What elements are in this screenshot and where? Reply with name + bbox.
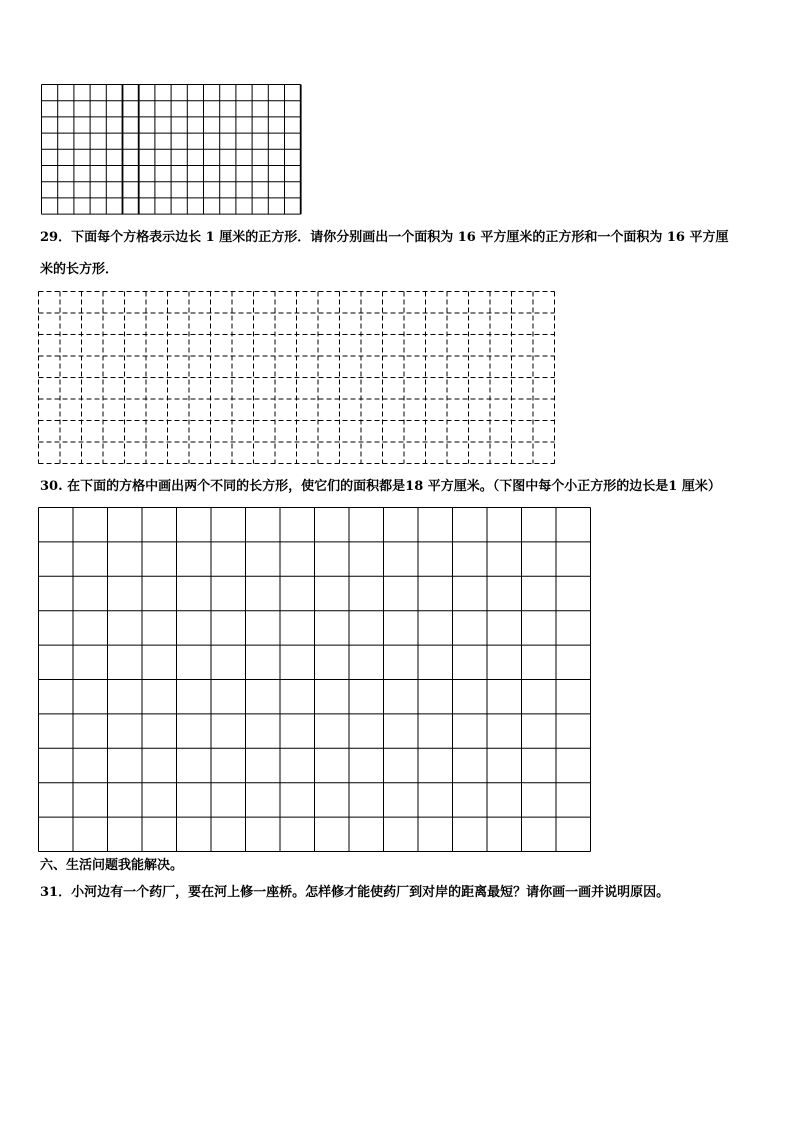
grid-question-29: [38, 291, 558, 465]
grid-question-30: [38, 507, 592, 853]
question-30-text: 30. 在下面的方格中画出两个不同的长方形，使它们的面积都是18 平方厘米。（下图中每个小正方形的边长是1 厘米）: [40, 479, 721, 494]
section-6-heading: 六、生活问题我能解决。: [40, 858, 184, 873]
question-29-text-line1: 29．下面每个方格表示边长 1 厘米的正方形．请你分别画出一个面积为 16 平方厘米的正方形和一个面积为 16 平方厘: [40, 230, 729, 245]
question-29-text-line2: 米的长方形．: [40, 262, 119, 277]
question-31-text: 31．小河边有一个药厂，要在河上修一座桥。怎样修才能使药厂到对岸的距离最短？请你画一画并说明原因。: [40, 885, 670, 900]
grid-top: [41, 84, 304, 215]
